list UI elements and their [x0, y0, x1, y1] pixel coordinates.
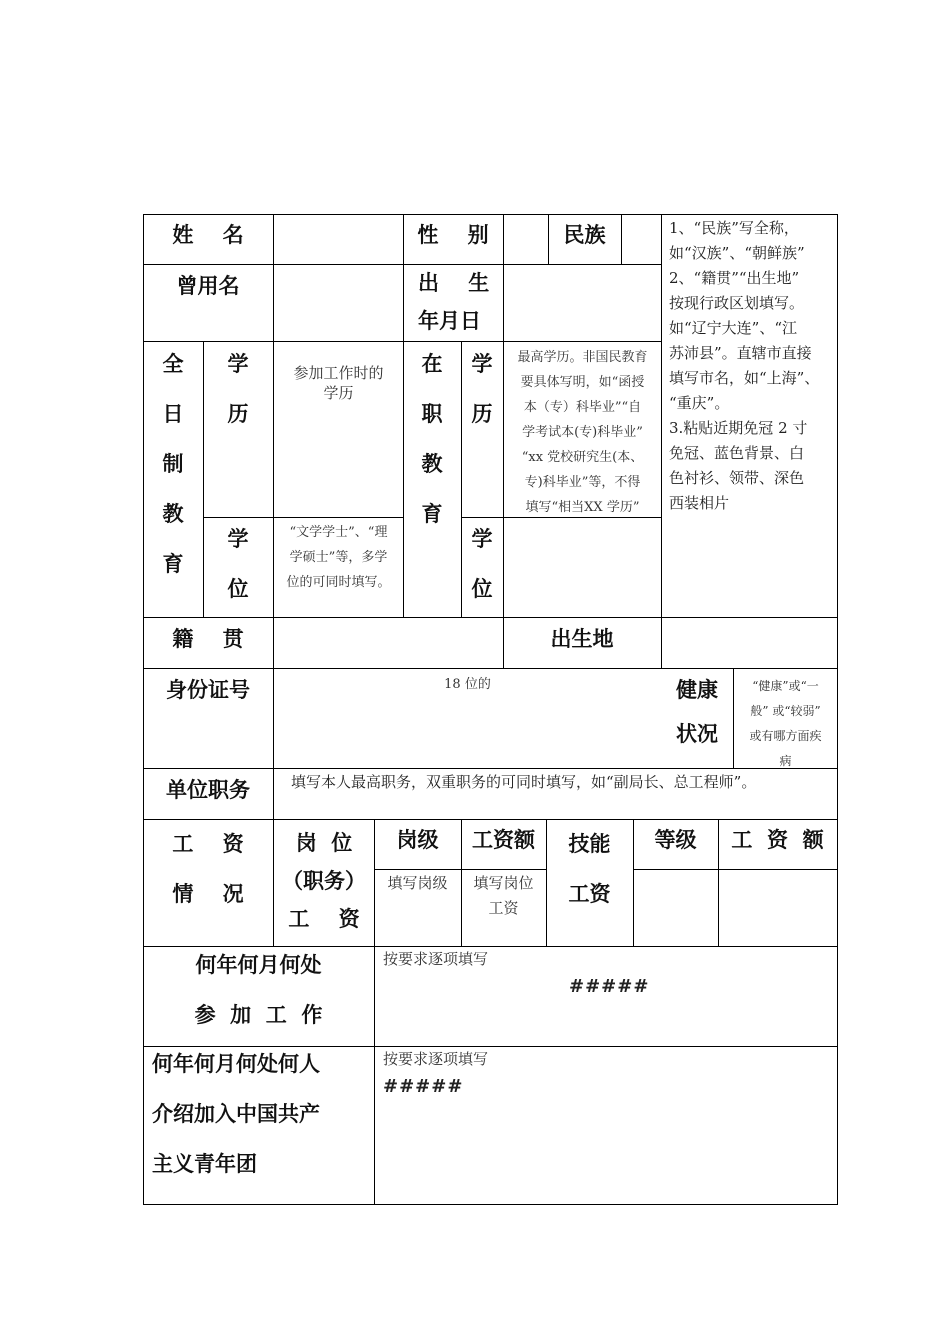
gender-value-field[interactable] — [504, 215, 548, 264]
fulltime-education-label: 全 日 制 教 育 — [162, 352, 184, 576]
league-join-hash: ##### — [383, 1076, 464, 1097]
onjob-education-label: 在 职 教 育 — [421, 352, 443, 526]
former-name-field[interactable] — [274, 265, 403, 341]
side-note: 1、“民族”写全称， 如“汉族”、“朝鲜族” 2、“籍贯”“出生地” 按现行政区划填写。 如“辽宁大连”、“江 苏沛县”。直辖市直接 填写市名，如“上海”、 “重庆”。 3.粘贴近期免冠 2 寸 免冠、蓝色背景、白 色衬衫、领带、深色 西装相片 — [669, 219, 820, 512]
grid-line — [661, 214, 662, 669]
position-label: 单位职务 — [166, 778, 250, 802]
onjob-xuewei-label: 学 位 — [471, 527, 493, 601]
post-level-label: 岗级 — [396, 828, 439, 852]
post-salary-label: 岗 位 （职务） 工 资 — [282, 831, 366, 931]
grid-line — [837, 214, 838, 1205]
salary-label: 工 资 情 况 — [172, 832, 244, 906]
work-start-note: 按要求逐项填写 — [383, 950, 489, 968]
fulltime-xueli-label: 学 历 — [227, 352, 249, 426]
grade-field[interactable] — [634, 870, 718, 946]
grid-line — [143, 214, 838, 215]
name-label: 姓 名 — [172, 223, 244, 247]
grade-label: 等级 — [654, 828, 697, 852]
grid-line — [143, 819, 838, 820]
ethnicity-label: 民族 — [563, 223, 606, 247]
health-label: 健康 状况 — [676, 678, 718, 746]
birthplace-label: 出生地 — [550, 627, 614, 651]
birthplace-field[interactable] — [662, 618, 837, 668]
salary-amount-label: 工资额 — [472, 828, 535, 852]
former-name-label: 曾用名 — [176, 274, 240, 298]
id-number-label: 身份证号 — [166, 678, 250, 702]
gender-label: 性 别 — [417, 223, 489, 247]
onjob-xueli-note: 最高学历。非国民教育 要具体写明，如“函授 本（专）科毕业”“自 学考试本(专)科毕业” “xx 党校研究生(本、 专)科毕业”等，不得 填写“相当XX 学历” — [517, 350, 648, 515]
position-note: 填写本人最高职务，双重职务的可同时填写，如“副局长、总工程师”。 — [291, 773, 757, 791]
post-salary-note: 填写岗位 工资 — [473, 874, 534, 917]
grid-line — [143, 1204, 838, 1205]
onjob-xueli-label: 学 历 — [471, 352, 493, 426]
birth-date-field[interactable] — [504, 265, 661, 341]
league-join-label: 何年何月何处何人 介绍加入中国共产 主义青年团 — [152, 1052, 320, 1176]
grid-line — [143, 341, 661, 342]
fulltime-xuewei-note: “文学学士”、“理 学硕士”等，多学 位的可同时填写。 — [286, 525, 391, 590]
skill-amount-label: 工 资 额 — [731, 828, 824, 852]
native-place-field[interactable] — [274, 618, 503, 668]
grid-line — [203, 517, 403, 518]
post-level-note: 填写岗级 — [387, 874, 448, 892]
name-value-field[interactable] — [274, 215, 403, 264]
fulltime-xueli-note: 参加工作时的 学历 — [293, 364, 384, 402]
birth-label: 出 生 年月日 — [418, 271, 490, 333]
id-number-note: 18 位的 — [444, 677, 491, 692]
ethnicity-value-field[interactable] — [622, 215, 661, 264]
grid-line — [374, 869, 546, 870]
skill-salary-label: 技能 工资 — [568, 832, 611, 906]
league-join-note: 按要求逐项填写 — [383, 1050, 489, 1068]
work-start-hash: ##### — [569, 976, 650, 997]
skill-amount-field[interactable] — [719, 870, 837, 946]
health-note: “健康”或“一 般” 或“较弱” 或有哪方面疾 病 — [749, 679, 822, 768]
native-place-label: 籍 贯 — [172, 627, 244, 651]
fulltime-xuewei-label: 学 位 — [227, 527, 249, 601]
onjob-xuewei-field[interactable] — [504, 518, 661, 617]
work-start-label: 何年何月何处 参 加 工 作 — [194, 953, 323, 1027]
